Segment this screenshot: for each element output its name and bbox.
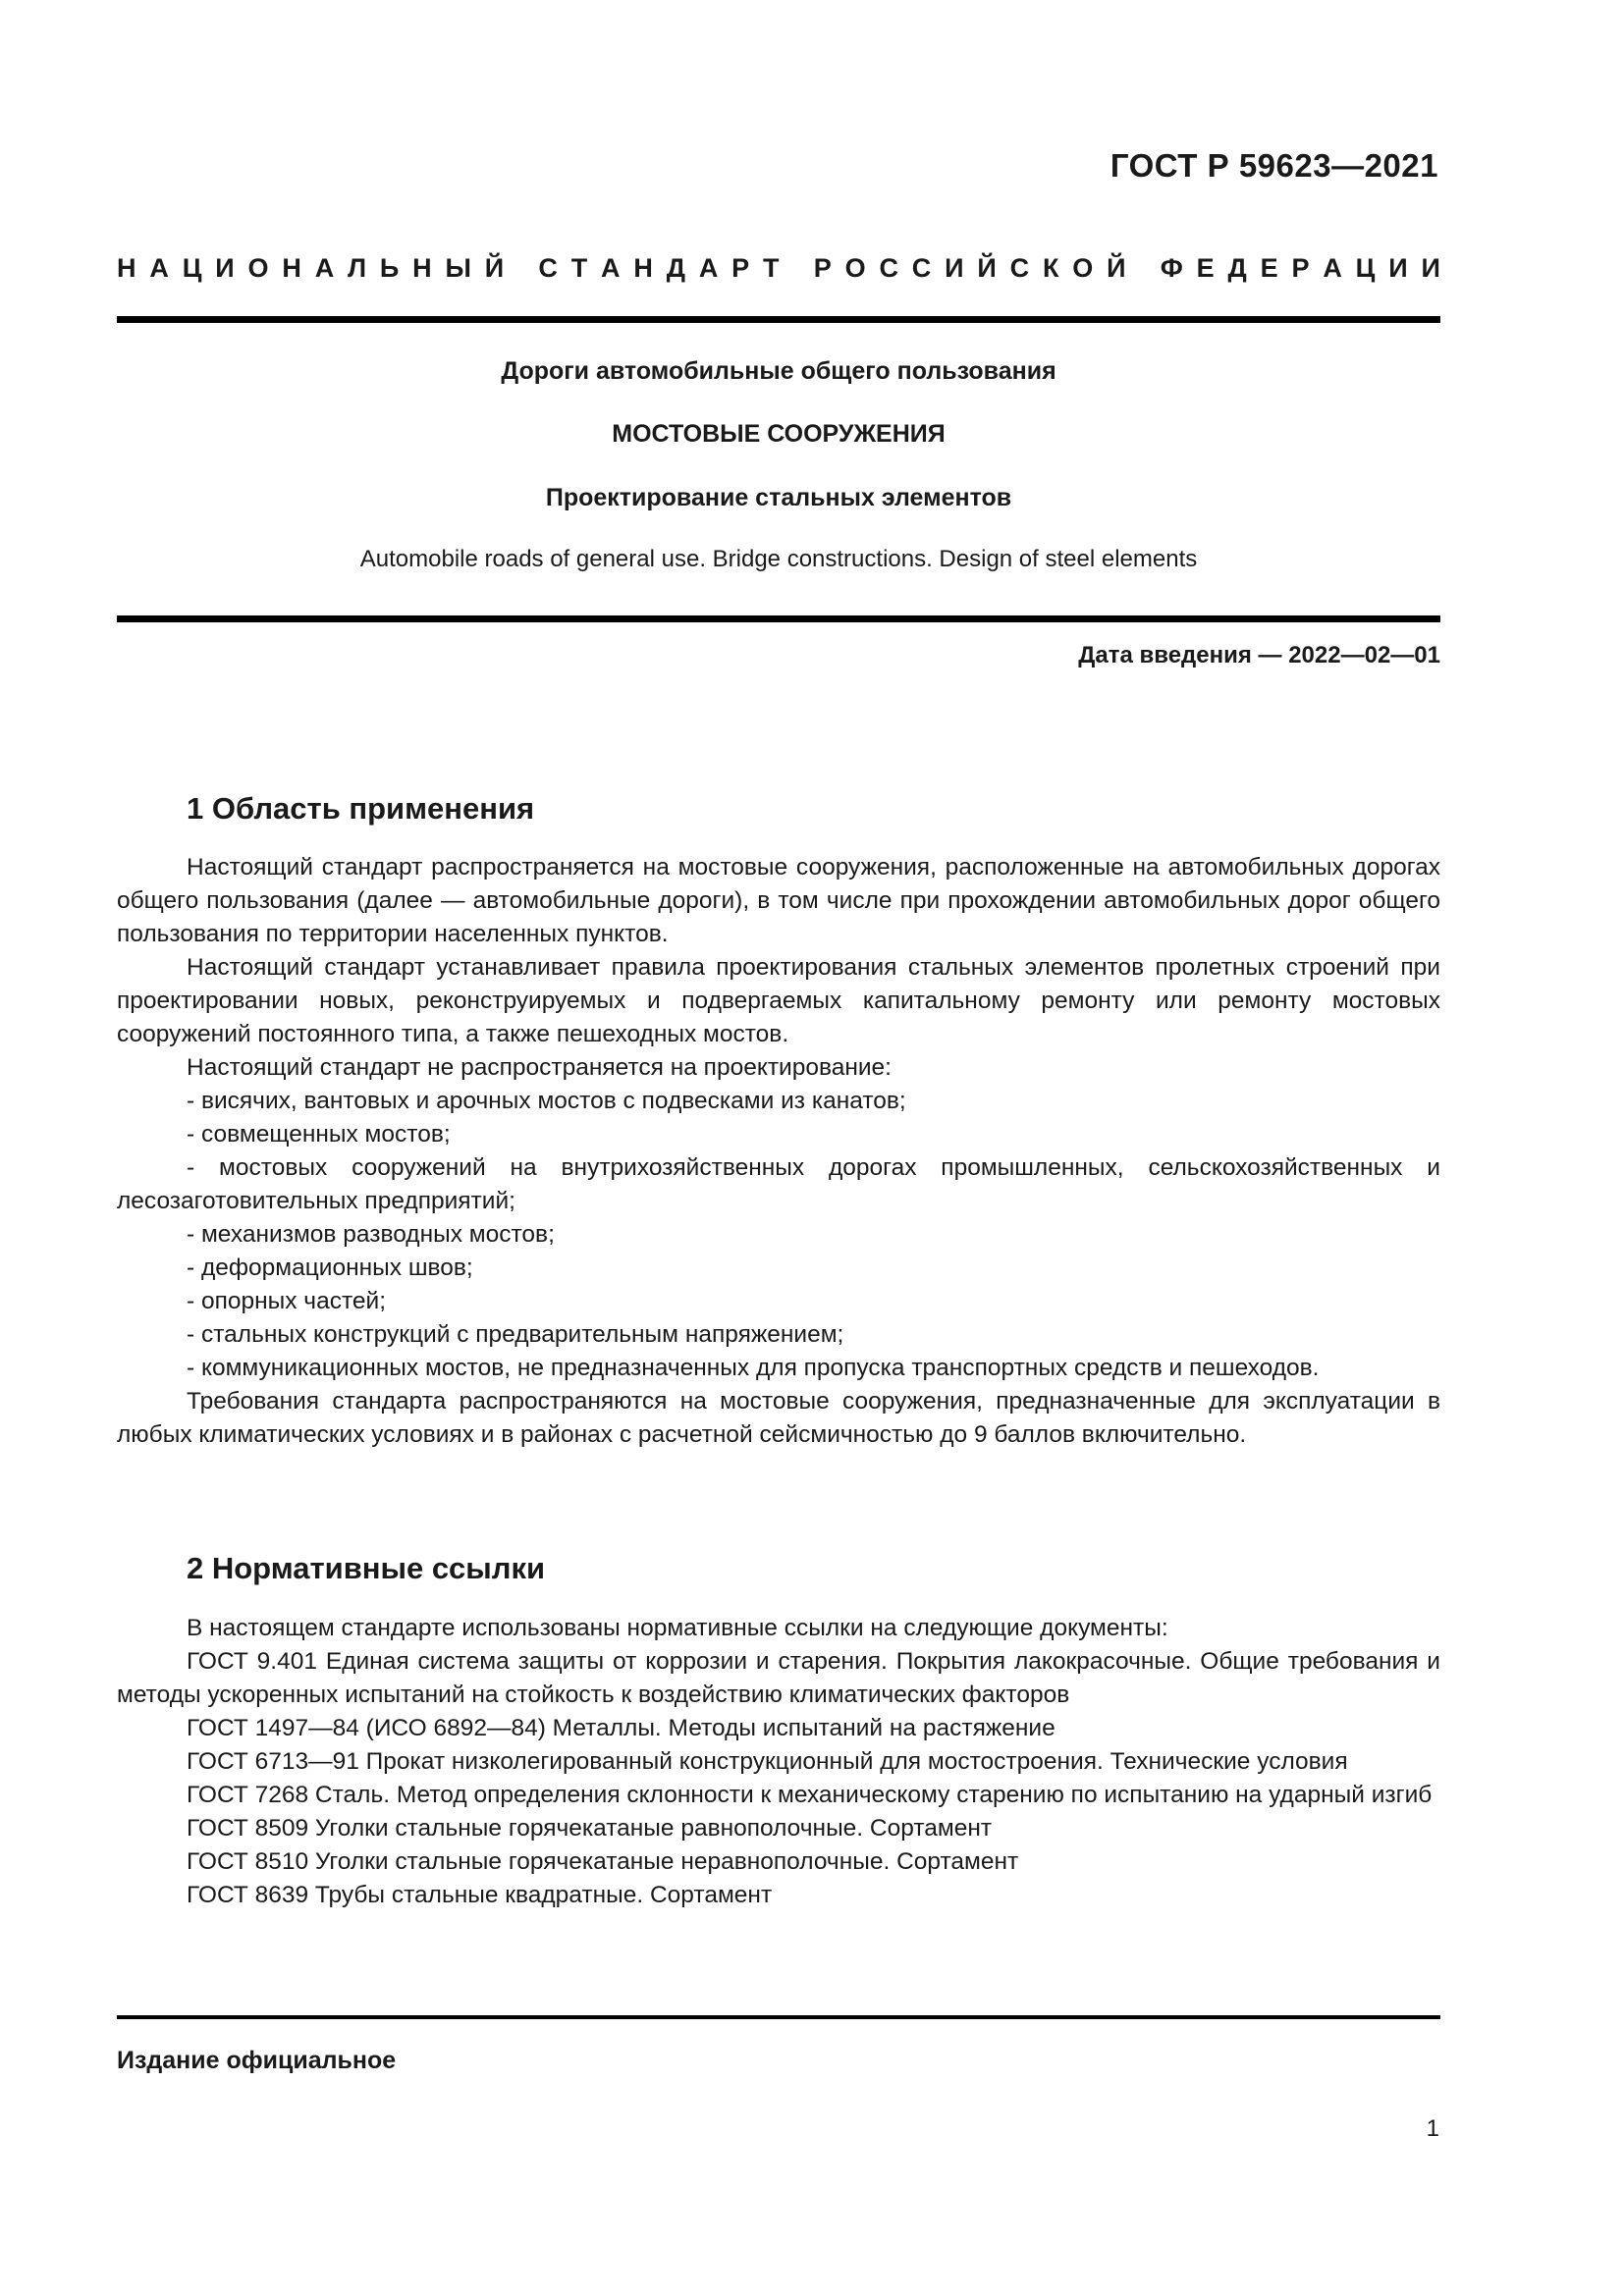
national-title-letter: И — [1388, 253, 1408, 283]
national-title-letter — [1139, 253, 1147, 284]
english-title: Automobile roads of general use. Bridge constructions. Design of steel elements — [359, 546, 1198, 572]
national-title-letter: Д — [666, 253, 685, 283]
national-title-letter: Т — [763, 253, 780, 283]
national-title-letter: О — [247, 253, 269, 283]
standard-number: ГОСТ Р 59623—2021 — [1110, 147, 1438, 184]
national-title-letter — [517, 253, 525, 284]
top-divider — [117, 316, 1440, 323]
national-title-letter: Й — [1107, 253, 1126, 283]
national-title-letter — [792, 253, 800, 284]
exclusion-list-item: - коммуникационных мостов, не предназначенных для пропуска транспортных средств и пешеходов. — [187, 1355, 1320, 1381]
normative-reference: ГОСТ 6713—91 Прокат низколегированный конструкционный для мостостроения. Технические условия — [187, 1748, 1348, 1775]
normative-reference: ГОСТ 8510 Уголки стальные горячекатаные неравнополочные. Сортамент — [187, 1848, 1019, 1875]
official-edition-label: Издание официальное — [117, 2047, 397, 2074]
national-title-letter: Р — [1291, 253, 1310, 283]
normative-reference: ГОСТ 9.401 Единая система защиты от коррозии и старения. Покрытия лакокрасочные. Общие требования и методы ускоренных испытаний на стойкость к воздействию климатических факторов — [117, 1648, 1440, 1708]
national-title-letter: А — [698, 253, 719, 283]
national-title-letter: О — [1072, 253, 1094, 283]
national-title-letter: Т — [570, 253, 588, 283]
national-title-letter: Ц — [1355, 253, 1376, 283]
national-title-letter: И — [1421, 253, 1440, 283]
exclusion-list-item: - висячих, вантовых и арочных мостов с подвесками из канатов; — [187, 1088, 906, 1114]
national-title-letter: Д — [1227, 253, 1247, 283]
national-title-letter: С — [1009, 253, 1030, 283]
section-1-paragraph: Требования стандарта распространяются на мостовые сооружения, предназначенные для эксплуатации в любых климатических условиях и в районах с расчетной сейсмичностью до 9 баллов включительно. — [117, 1388, 1440, 1448]
national-title-letter: И — [945, 253, 964, 283]
national-title-letter: Ц — [182, 253, 202, 283]
exclusion-list-item: - механизмов разводных мостов; — [187, 1221, 555, 1248]
exclusion-list-item: - опорных частей; — [187, 1288, 387, 1314]
normative-reference: ГОСТ 7268 Сталь. Метод определения склонности к механическому старению по испытанию на ударный изгиб — [187, 1782, 1433, 1808]
exclusion-list-item: - стальных конструкций с предварительным напряжением; — [187, 1321, 844, 1348]
national-title-letter: Л — [348, 253, 367, 283]
national-title-letter: А — [149, 253, 169, 283]
national-title-letter: Н — [117, 253, 136, 283]
normative-reference: ГОСТ 8639 Трубы стальные квадратные. Сортамент — [187, 1882, 773, 1908]
national-title-letter: Р — [813, 253, 832, 283]
national-title-letter: Н — [633, 253, 653, 283]
normative-reference: ГОСТ 8509 Уголки стальные горячекатаные равнополочные. Сортамент — [187, 1815, 993, 1842]
national-title-letter: А — [1323, 253, 1342, 283]
section-1-paragraph: Настоящий стандарт распространяется на мостовые сооружения, расположенные на автомобильных дорогах общего пользования (далее — автомобильные дороги), в том числе при прохождении автомобильных дорог общего пользования по территории населенных пунктов. — [117, 854, 1440, 947]
national-title-letter: А — [314, 253, 335, 283]
national-title-letter: С — [879, 253, 898, 283]
footer-divider — [117, 2015, 1440, 2019]
national-title-letter: Ь — [379, 253, 400, 283]
national-title-letter: Н — [412, 253, 432, 283]
national-standard-title — [117, 253, 1440, 284]
title-divider — [117, 615, 1440, 622]
national-title-letter: Ф — [1160, 253, 1183, 283]
title-line-3: Проектирование стальных элементов — [545, 484, 1012, 511]
national-title-letter: Й — [484, 253, 505, 283]
national-title-letter: Р — [731, 253, 750, 283]
section-1-paragraph: Настоящий стандарт не распространяется на проектирование: — [187, 1054, 892, 1081]
national-title-letter: Й — [977, 253, 997, 283]
national-title-letter: Е — [1260, 253, 1278, 283]
title-line-2: МОСТОВЫЕ СООРУЖЕНИЯ — [612, 420, 946, 448]
national-title-letter: А — [601, 253, 621, 283]
national-title-letter: Н — [282, 253, 301, 283]
introduction-date: Дата введения — 2022—02—01 — [1078, 642, 1440, 668]
title-line-1: Дороги автомобильные общего пользования — [501, 357, 1056, 385]
section-2-intro: В настоящем стандарте использованы нормативные ссылки на следующие документы: — [187, 1615, 1168, 1641]
national-title-letter: С — [538, 253, 558, 283]
national-title-letter: К — [1042, 253, 1059, 283]
national-title-letter: Е — [1196, 253, 1215, 283]
section-1-body — [117, 851, 1440, 1452]
section-1-heading: 1 Область применения — [187, 791, 535, 826]
national-title-letter: Ы — [445, 253, 471, 283]
national-title-letter: О — [844, 253, 866, 283]
exclusion-list-item: - мостовых сооружений на внутрихозяйственных дорогах промышленных, сельскохозяйственных и лесозаготовительных предприятий; — [117, 1154, 1440, 1214]
normative-reference: ГОСТ 1497—84 (ИСО 6892—84) Металлы. Методы испытаний на растяжение — [187, 1715, 1056, 1741]
page-number: 1 — [1426, 2115, 1439, 2142]
national-title-letter: С — [911, 253, 932, 283]
section-2-body — [117, 1612, 1440, 1912]
national-title-letter: И — [215, 253, 235, 283]
exclusion-list-item: - деформационных швов; — [187, 1255, 473, 1281]
section-2-heading: 2 Нормативные ссылки — [187, 1551, 546, 1585]
section-1-paragraph: Настоящий стандарт устанавливает правила проектирования стальных элементов пролетных строений при проектировании новых, реконструируемых и подвергаемых капитальному ремонту или ремонту мостовых сооружений постоянного типа, а также пешеходных мостов. — [117, 954, 1440, 1047]
exclusion-list-item: - совмещенных мостов; — [187, 1121, 451, 1148]
